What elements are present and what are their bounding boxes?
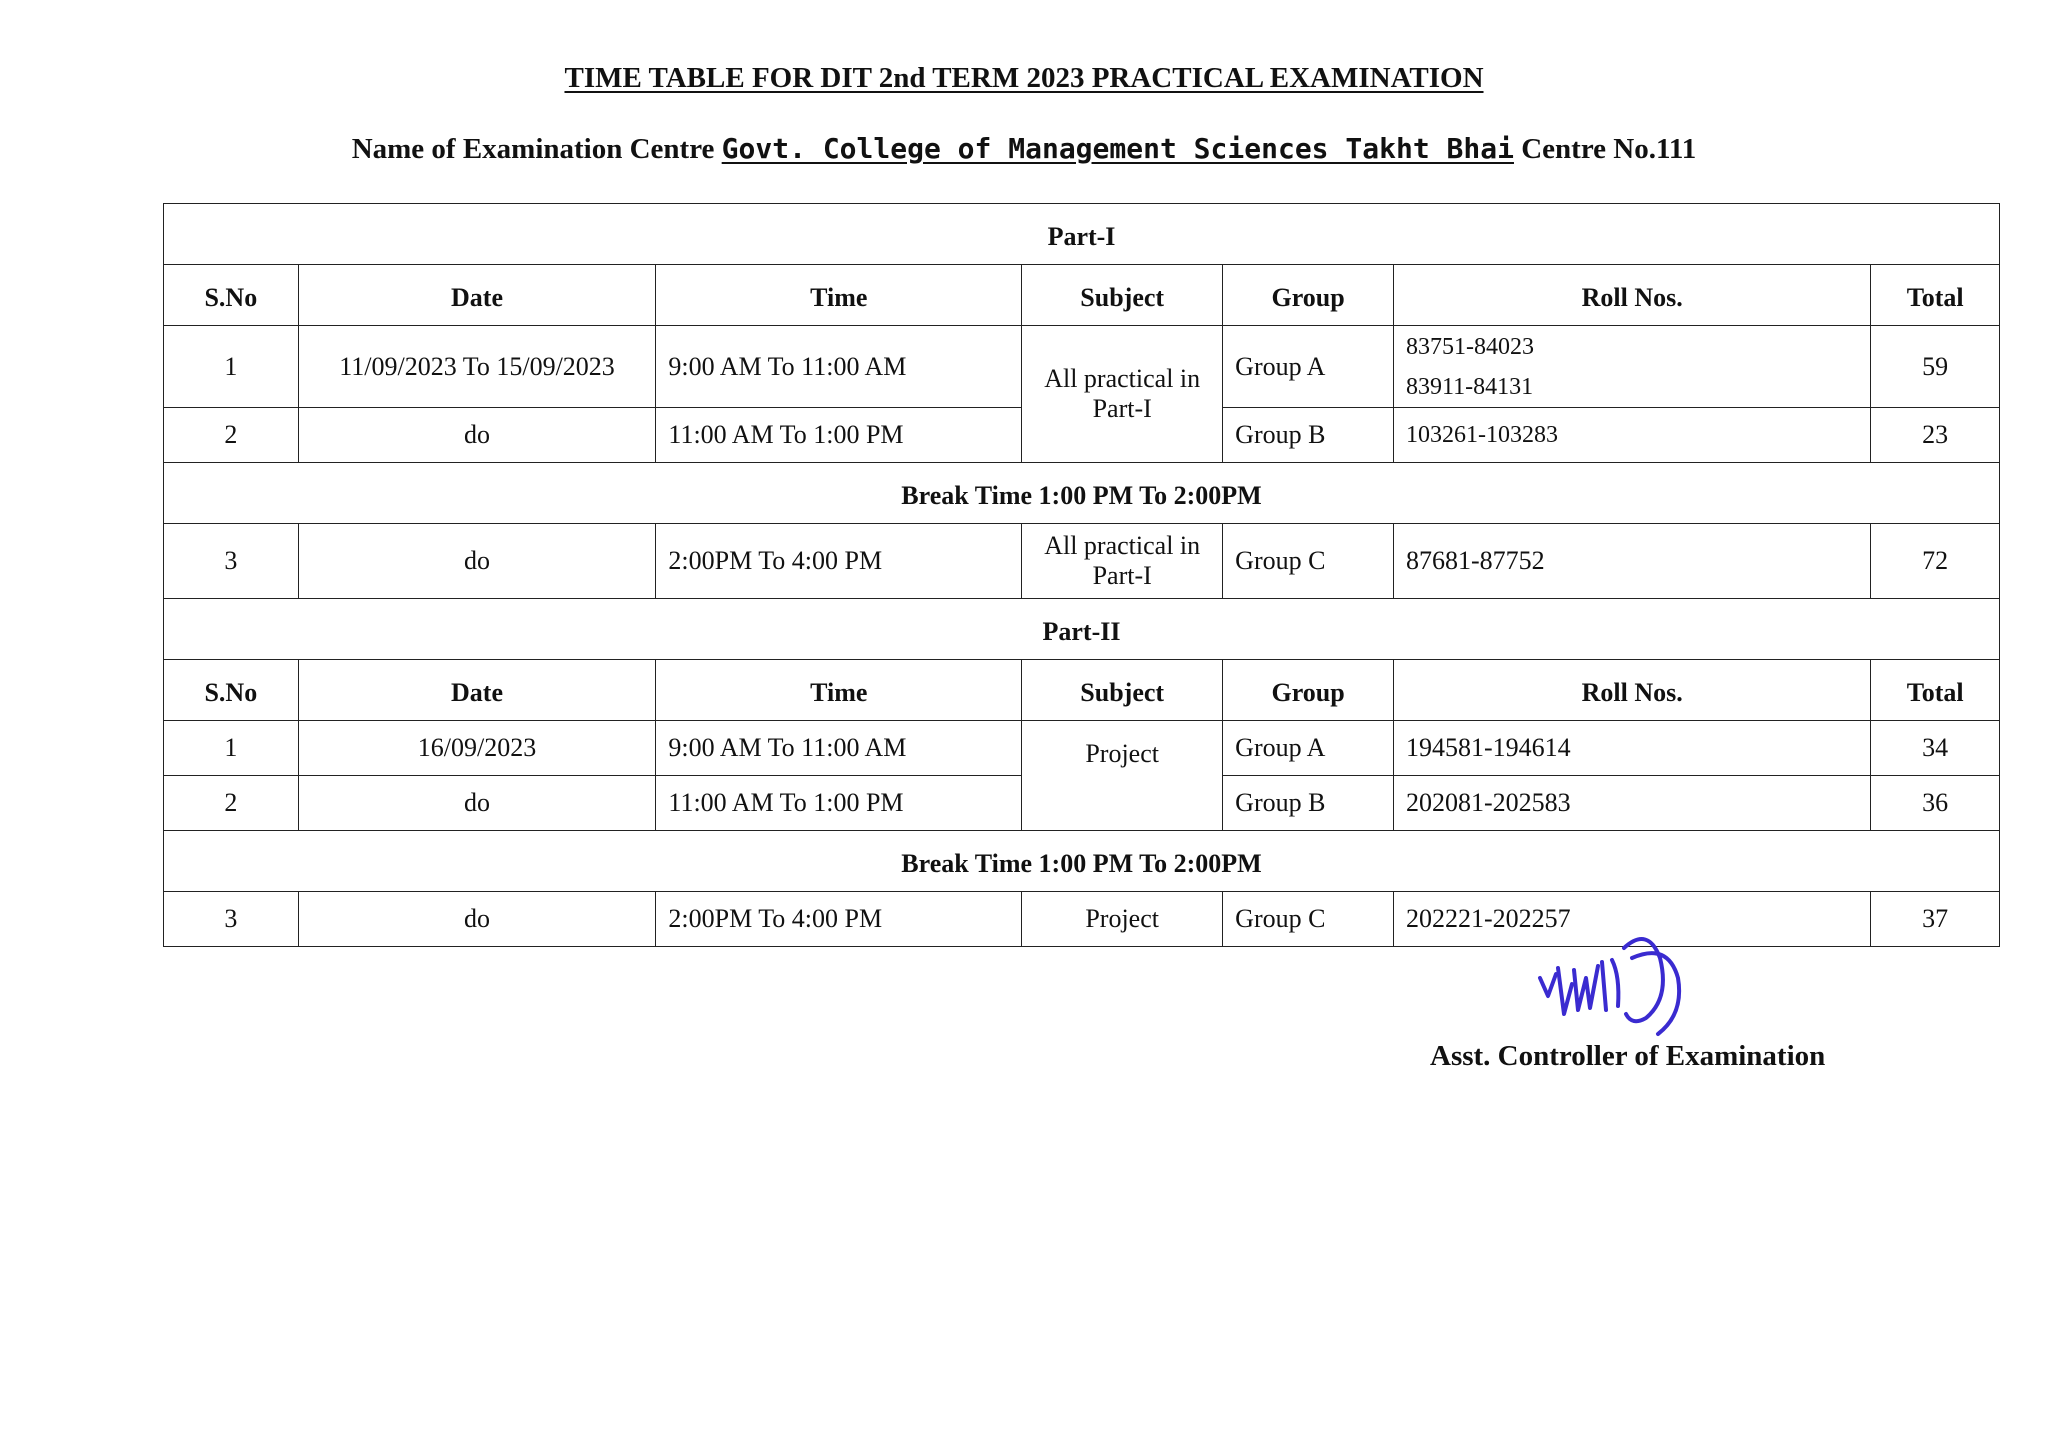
time-cell: 9:00 AM To 11:00 AM [656, 326, 1022, 408]
part2-title-row [164, 599, 2000, 660]
roll-cell: 194581-194614 [1394, 721, 1871, 776]
total-cell: 72 [1871, 524, 2000, 599]
part1-title-row [164, 204, 2000, 265]
group-cell: Group C [1223, 524, 1394, 599]
roll-cell: 202221-202257 [1394, 892, 1871, 947]
col-roll: Roll Nos. [1394, 660, 1871, 721]
group-cell: Group C [1223, 892, 1394, 947]
col-subject: Subject [1022, 265, 1223, 326]
col-roll: Roll Nos. [1394, 265, 1871, 326]
part2-title: Part-II [164, 599, 2000, 660]
sno-cell: 1 [164, 326, 299, 408]
roll-cell: 103261-103283 [1394, 408, 1871, 463]
subject-cell: Project [1022, 721, 1223, 831]
signatory-title: Asst. Controller of Examination [1430, 1040, 1826, 1072]
group-cell: Group A [1223, 326, 1394, 408]
total-cell: 34 [1871, 721, 2000, 776]
sno-cell: 1 [164, 721, 299, 776]
subject-line-1: All practical in [1044, 364, 1201, 393]
col-group: Group [1223, 660, 1394, 721]
subject-line-2: Part-I [1092, 561, 1152, 590]
total-cell: 59 [1871, 326, 2000, 408]
table-row [164, 721, 2000, 776]
date-cell: do [298, 892, 656, 947]
col-sno: S.No [164, 265, 299, 326]
date-cell: do [298, 408, 656, 463]
subject-line-1: All practical in [1044, 531, 1201, 560]
date-cell: do [298, 524, 656, 599]
break-label: Break Time 1:00 PM To 2:00PM [164, 463, 2000, 524]
document-title: TIME TABLE FOR DIT 2nd TERM 2023 PRACTICAL EXAMINATION [564, 62, 1484, 94]
total-cell: 37 [1871, 892, 2000, 947]
subject-cell [1022, 524, 1223, 599]
sno-cell: 3 [164, 892, 299, 947]
table-row [164, 326, 2000, 408]
col-time: Time [656, 265, 1022, 326]
subject-cell [1022, 326, 1223, 463]
centre-line [0, 132, 2048, 166]
col-subject: Subject [1022, 660, 1223, 721]
group-cell: Group A [1223, 721, 1394, 776]
col-date: Date [298, 265, 656, 326]
col-total: Total [1871, 660, 2000, 721]
sno-cell: 3 [164, 524, 299, 599]
subject-line-2: Part-I [1092, 394, 1152, 423]
time-cell: 9:00 AM To 11:00 AM [656, 721, 1022, 776]
timetable [163, 203, 2000, 947]
total-cell: 36 [1871, 776, 2000, 831]
col-total: Total [1871, 265, 2000, 326]
time-cell: 2:00PM To 4:00 PM [656, 524, 1022, 599]
subject-cell: Project [1022, 892, 1223, 947]
date-cell: do [298, 776, 656, 831]
date-cell: 16/09/2023 [298, 721, 656, 776]
part1-title: Part-I [164, 204, 2000, 265]
total-cell: 23 [1871, 408, 2000, 463]
break-row [164, 463, 2000, 524]
group-cell: Group B [1223, 408, 1394, 463]
sno-cell: 2 [164, 776, 299, 831]
centre-prefix: Name of Examination Centre [351, 133, 715, 165]
part1-header-row [164, 265, 2000, 326]
part2-header-row [164, 660, 2000, 721]
group-cell: Group B [1223, 776, 1394, 831]
sno-cell: 2 [164, 408, 299, 463]
col-sno: S.No [164, 660, 299, 721]
date-cell: 11/09/2023 To 15/09/2023 [298, 326, 656, 408]
col-date: Date [298, 660, 656, 721]
col-group: Group [1223, 265, 1394, 326]
col-time: Time [656, 660, 1022, 721]
roll-range: 83911-84131 [1406, 373, 1534, 400]
centre-name: Govt. College of Management Sciences Takht Bhai [721, 132, 1514, 165]
time-cell: 2:00PM To 4:00 PM [656, 892, 1022, 947]
roll-cell: 202081-202583 [1394, 776, 1871, 831]
break-row [164, 831, 2000, 892]
table-row [164, 524, 2000, 599]
roll-range: 83751-84023 [1406, 333, 1534, 360]
time-cell: 11:00 AM To 1:00 PM [656, 408, 1022, 463]
roll-cell [1394, 326, 1871, 408]
time-cell: 11:00 AM To 1:00 PM [656, 776, 1022, 831]
centre-number: Centre No.111 [1521, 133, 1697, 165]
handwritten-signature [1528, 918, 1748, 1048]
break-label: Break Time 1:00 PM To 2:00PM [164, 831, 2000, 892]
roll-cell: 87681-87752 [1394, 524, 1871, 599]
